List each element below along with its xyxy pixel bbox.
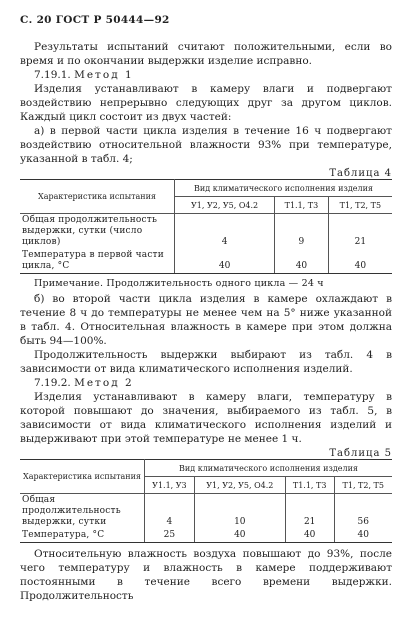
table4-row1-label: Общая продолжительность выдержки, сутки (число циклов) <box>22 215 158 247</box>
table4-row2-val3: 40 <box>328 249 392 274</box>
table4-row1-val3: 21 <box>328 214 392 250</box>
table4-col-2: Т1.1, Т3 <box>275 197 329 214</box>
table-row <box>20 249 392 274</box>
table5-col-test: Характеристика испытания <box>20 460 145 494</box>
table5-row1-val3: 21 <box>285 494 334 530</box>
table-row <box>20 494 392 530</box>
page-header: С. 20 ГОСТ Р 50444—92 <box>20 14 170 26</box>
table5-row1-label: Общая продолжительность выдержки, сутки <box>22 495 121 527</box>
paragraph-part-a: а) в первой части цикла изделия в течение 16 ч подвергают воздействию относительной влажности 93% при температуре, указанной в табл. 4; <box>20 125 392 165</box>
table-5 <box>20 459 392 543</box>
table5-col-4: Т1, Т2, Т5 <box>334 477 392 494</box>
section-title: Метод 2 <box>74 377 134 389</box>
table4-group-header: Вид климатического исполнения изделия <box>175 180 393 197</box>
table5-group-header: Вид климатического исполнения изделия <box>145 460 393 477</box>
table4-col-3: Т1, Т2, Т5 <box>328 197 392 214</box>
table5-row1-val2: 10 <box>194 494 285 530</box>
table5-col-2: У1, У2, У5, О4.2 <box>194 477 285 494</box>
table-row <box>20 214 392 250</box>
table4-col-1: У1, У2, У5, О4.2 <box>175 197 275 214</box>
paragraph-results: Результаты испытаний считают положительными, если во время и по окончании выдержки изделие исправно. <box>20 41 392 67</box>
table5-row2-val2: 40 <box>194 529 285 543</box>
paragraph-duration: Продолжительность выдержки выбирают из табл. 4 в зависимости от вида климатического исполнения изделий. <box>20 349 392 375</box>
table-4 <box>20 179 392 274</box>
table4-caption: Таблица 4 <box>329 168 392 179</box>
table4-col-test: Характеристика испытания <box>20 180 175 214</box>
table4-row2-val2: 40 <box>275 249 329 274</box>
table5-row2-val1: 25 <box>145 529 195 543</box>
section-heading-7-19-1 <box>20 68 392 82</box>
paragraph-humidity: Относительную влажность воздуха повышают до 93%, после чего температуру и влажность в камере поддерживают постоянными в течение всего времени выдержки. Продолжительность <box>20 548 392 602</box>
table5-col-1: У1.1, У3 <box>145 477 195 494</box>
document-page <box>20 14 392 603</box>
table5-col-3: Т1.1, Т3 <box>285 477 334 494</box>
section-number: 7.19.1. <box>34 69 71 81</box>
paragraph-method1: Изделия устанавливают в камеру влаги и подвергают воздействию непрерывно следующих друг за другом циклов. Каждый цикл состоит из двух частей: <box>20 83 392 123</box>
table5-row2-val4: 40 <box>334 529 392 543</box>
table-row <box>20 529 392 543</box>
table4-note: Примечание. Продолжительность одного цикла — 24 ч <box>34 278 324 289</box>
table5-row1-val1: 4 <box>145 494 195 530</box>
section-title: Метод 1 <box>74 69 134 81</box>
table5-row1-val4: 56 <box>334 494 392 530</box>
table5-caption: Таблица 5 <box>329 448 392 459</box>
table5-row2-label: Температура, °С <box>20 529 145 543</box>
paragraph-method2: Изделия устанавливают в камеру влаги, температуру в которой повышают до значения, выбираемого из табл. 5, в зависимости от вида климатического исполнения изделий и выдерживают при этой температуре не менее 1 ч. <box>20 391 392 445</box>
table4-row2-label: Температура в первой части цикла, °С <box>20 249 175 274</box>
table4-row2-val1: 40 <box>175 249 275 274</box>
table4-row1-val1: 4 <box>175 214 275 250</box>
table4-row1-val2: 9 <box>275 214 329 250</box>
section-heading-7-19-2 <box>20 376 392 390</box>
table5-row2-val3: 40 <box>285 529 334 543</box>
section-number: 7.19.2. <box>34 377 71 389</box>
paragraph-part-b: б) во второй части цикла изделия в камере охлаждают в течение 8 ч до температуры не менее чем на 5° ниже указанной в табл. 4. Относительная влажность в камере при этом должна быть 94—100%. <box>20 293 392 347</box>
